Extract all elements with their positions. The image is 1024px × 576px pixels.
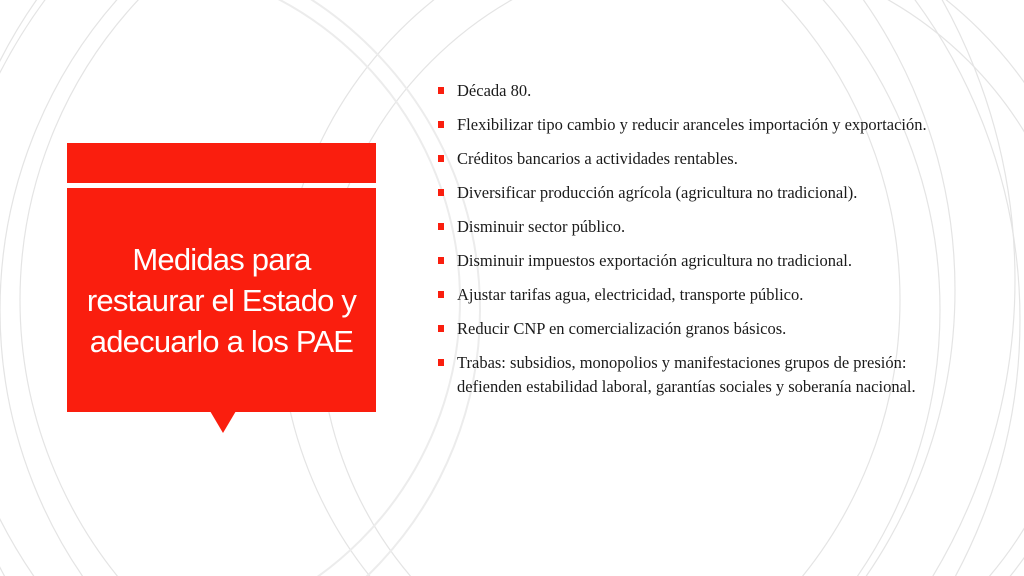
bullet-square-icon — [438, 291, 444, 298]
bullet-text: Ajustar tarifas agua, electricidad, transporte público. — [457, 285, 804, 304]
bullet-text: Década 80. — [457, 81, 532, 100]
bullet-item — [438, 283, 958, 307]
bullet-item — [438, 147, 958, 171]
bullet-square-icon — [438, 121, 444, 128]
bullet-text: Disminuir impuestos exportación agricultura no tradicional. — [457, 251, 852, 270]
bullet-text: Flexibilizar tipo cambio y reducir aranceles importación y exportación. — [457, 115, 927, 134]
bullet-square-icon — [438, 87, 444, 94]
bullet-item — [438, 317, 958, 341]
bullet-item — [438, 249, 958, 273]
bullet-item — [438, 215, 958, 239]
bullet-square-icon — [438, 155, 444, 162]
bullet-text: Disminuir sector público. — [457, 217, 626, 236]
bullet-square-icon — [438, 359, 444, 366]
bullet-square-icon — [438, 325, 444, 332]
bullet-list — [438, 79, 958, 409]
bullet-item — [438, 351, 958, 399]
bullet-text: Créditos bancarios a actividades rentables. — [457, 149, 738, 168]
bullet-text: Trabas: subsidios, monopolios y manifestaciones grupos de presión: defienden estabilidad laboral, garantías sociales y soberanía nacional. — [457, 353, 916, 396]
title-box — [67, 188, 376, 412]
slide-title: Medidas para restaurar el Estado y adecuarlo a los PAE — [86, 241, 357, 359]
bullet-item — [438, 79, 958, 103]
bullet-square-icon — [438, 257, 444, 264]
bullet-text: Diversificar producción agrícola (agricultura no tradicional). — [457, 183, 858, 202]
bullet-item — [438, 113, 958, 137]
bullet-text: Reducir CNP en comercialización granos básicos. — [457, 319, 787, 338]
bullet-square-icon — [438, 189, 444, 196]
bullet-item — [438, 181, 958, 205]
title-pointer — [210, 411, 236, 433]
bullet-square-icon — [438, 223, 444, 230]
title-top-bar — [67, 143, 376, 183]
